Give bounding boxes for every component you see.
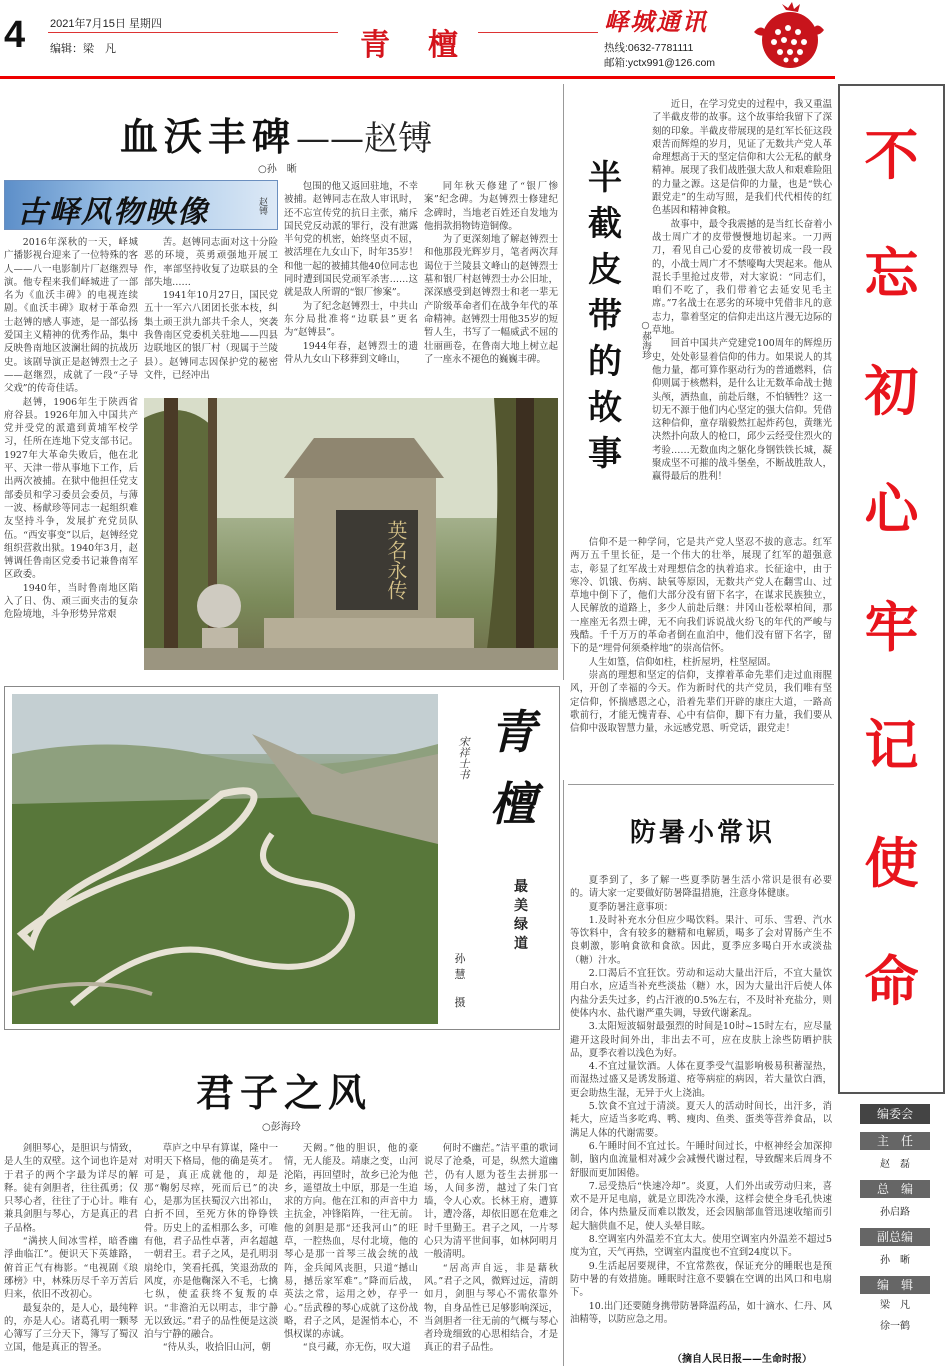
role-name: 梁 凡 — [880, 1300, 910, 1311]
editor-credit: 编辑：梁 凡 — [50, 43, 116, 55]
greenway-title-char: 檀 — [490, 777, 536, 831]
page-number: 4 — [4, 14, 26, 56]
article1-col3: 包围的他又返回驻地，不幸被捕。赵镈同志在敌人审讯时，还不忘宣传党的抗日主张，痛斥国民党反动派的罪行，没有泄露半句党的机密，始终坚贞不屈，被活埋在九女山下，时年35岁！和他一起的被捕其他40位同志也同时遭到国民党顽军杀害……这就是敌人所谓的“银厂惨案”。 为了纪念赵镈烈士，中共山东分局批准将“边联县”更名为“赵镈县”。 1944年春，赵镈烈士的遗骨从九女山下移葬到文峰山， — [284, 181, 418, 365]
committee-title: 编委会 — [860, 1104, 930, 1124]
section-name: 青 檀 — [360, 29, 462, 62]
article2-upper: 近日，在学习党史的过程中，我又重温了半截皮带的故事。这个故事给我留下了深刻的印象。半截皮带展现的是红军长征这段艰苦而辉煌的岁月，见证了无数共产党人革命理想高于天的坚定信仰和大公无私的献身精神。展现了我们战胜强大敌人和艰难险阻的力量之源。这是信仰的力量，也是“铁心跟党走”的生动写照，是我们代代相传的红色基因和精神食粮。 故事中，最令我震撼的是当红长奋着小战士周广才的皮带慢慢地切起来。一刀两刀，看见自己心爱的皮带被切成一段一段的，小战士周广才不禁嚎啕大哭起来。他从混长手里抢过皮带，对大家说：“同志们，咱们不吃了，我们带着它去延安见毛主席。”7名战士在恶劣的环境中凭借非凡的意志力，靠着坚定的信仰走出这片漫无边际的草地。 回首中国共产党建党100周年的辉煌历史，处处彰显着信仰的伟力。如果说人的其他力量，都可算作驱动行为的普通燃料，信仰则属于核燃料，是什么让无数革命战士抛头颅，洒热血，前赴后继，不怕牺牲？这一切无不源于他们内心坚定的强大信仰。凭借这种信仰，童存瑞毅然扛起炸药包，黄继光决然扑向敌人的枪口，邱少云经受住烈火的考验……无数血肉之躯化身钢铁铁长城，凝聚成坚不可摧的战斗堡垒，不断战胜敌人，赢得最后的胜利！ — [652, 99, 832, 483]
article3-title: 防暑小常识 — [630, 817, 776, 847]
article2-title-char: 的 — [588, 343, 622, 381]
photographer-credit: 孙 慧 摄 — [454, 952, 466, 1009]
slogan-char: 记 — [864, 716, 919, 776]
role-title: 副总编 — [860, 1228, 930, 1246]
article4-col4: 何时不幽茫。”洁平重的歌词说尽了沧桑，可是，纵然大道幽芒，仍有人愿为苍生去拼那一场，人间多涝，越过了朱门官墙，令人心欢。长林王府，遭算计，遭冷落，却依旧愿在危难之时千里勤王。君子之风，一片琴心只为清平世间事，如林阿明月一般清明。 “居高声自远，非是藉秋风。”君子之风，微辉过远，清朗如月，剑胆与琴心不需依靠外物，自身品性已足够影响深远，当剑胆者一往无前的气概与琴心者玲珑细致的心思相结合，才是真正的君子品性。 — [424, 1143, 558, 1354]
article1-title-main: 血沃丰碑 — [120, 117, 297, 159]
role-name: 孙启路 — [880, 1207, 910, 1218]
slogan-char: 不 — [864, 126, 919, 186]
role-title: 总 编 — [860, 1180, 930, 1198]
column-banner-sub: 赵镈 — [257, 197, 267, 215]
article3-body: 夏季到了，多了解一些夏季防暑生活小常识是很有必要的。请大家一定要做好防暑降温措施，注意身体健康。 夏季防暑注意事项： 1.及时补充水分但应少喝饮料。果汁、可乐、雪碧、汽水等饮料中，含有较多的糖精和电解质，喝多了会对胃肠产生不良刺激，影响食欲和食欲。因此，夏季应多喝白开水或淡盐（糖）汁水。 2.口渴后不宜狂饮。劳动和运动大量出汗后，不宜大量饮用白水，应适当补充些淡盐（糖）水，因为大量出汗后使人体内盐分丢失过多，约占汗液的0.5%左右，不及时补充盐分，则使体内水、盐代谢严重失调，导致代谢紊乱。 3.太阳短波辐射最强烈的时间是10时~15时左右，应尽量避开这段时间外出，非出去不可，应在皮肤上涂些防晒护肤品，夏季衣着以浅色为好。 4.不宜过量饮酒。人体在夏季受气温影响极易积蓄湿热，而湿热过盛又是诱发肠道、疮等病症的病因，若大量饮白酒，更会助热生湿，无异于火上浇油。 5.饮食不宜过于清淡。夏天人的活动时间长，出汗多，消耗大，应适当多吃鸡、鸭、瘦肉、鱼类、蛋类等营养食品，以满足人体的代谢需要。 6.午睡时间不宜过长。午睡时间过长，中枢神经会加深抑制，脑内血流量相对减少会减慢代谢过程，导致醒来后周身不舒服而更加困倦。 7.忌受热后“快速冷却”。炎夏，人们外出或劳动归来，喜欢不是开足电扇，就是立即洗冷水澡，这样会使全身毛孔快速闭合，体内热量反而难以散发，还会因脑部血管迅速收缩而引起大脑供血不足，使人头晕目眩。 8.空调室内外温差不宜太大。使用空调室内外温差不超过5度为宜，天气再热，空调室内温度也不宜到24度以下。 9.生活起居要规律，不宜常熬夜，保证充分的睡眠也是预防中暑的有效措施。睡眠时注意不要躺在空调的出风口和电扇下。 10.出门还要随身携带防暑降温药品，如十滴水、仁丹、风油精等，以防应急之用。 — [570, 875, 832, 1325]
article2-lower: 信仰不是一种学问，它是共产党人坚忍不拔的意志。红军两万五千里长征，是一个伟大的壮举，展现了红军的超强意志，彰显了红军战士对理想信念的执着追求。长征途中，由于寒冷、饥饿、伤病、缺氧等原因，无数共产党人在翻雪山、过草地中倒下了，他们大部分没有留下名字，在谋求民族独立，人民解放的道路上，多少人前赴后继：井冈山苍松翠柏间，那一座座无名烈士碑，无不向我们诉说战火纷飞的年代的严峻与残酷。千千万万的革命者倒在血泊中，他们没有留下名字，留下的是“埋骨何须桑梓地”的崇高信怀。 人生如篁，信仰如柱，柱折屋坍，柱坚屋固。 崇高的理想和坚定的信仰，支撑着革命先辈们走过血雨腥风，开创了幸福的今天。作为新时代的共产党员，我们唯有坚定信仰，怀揣感恩之心，沿着先辈们开辟的康庄大道，一路高歌前行，才能无愧青春、心中有信仰，脚下有力量，我们要从信仰中汲取智慧力量，永远感党恩、听党话，跟党走！ — [570, 537, 832, 735]
article1-col1: 2016年深秋的一天，峄城广播影视台迎来了一位特殊的客人——八一电影制片厂赵继烈导演。他专程来我们峄城进了一部名为《血沃丰碑》的电视连续剧。《血沃丰碑》取材于革命烈士赵镈的感人事迹，是一部弘扬爱国主义精神的优秀作品，集中反映鲁南地区波澜壮阔的抗战历史。该剧导演正是赵镈烈士之子——赵继烈，成就了一段“子导父戏”的传奇佳话。 赵镈，1906年生于陕西省府谷县。1926年加入中国共产党并受党的派遣到黄埔军校学习，任所在连地下党支部书记。1927年大革命失败后，他在北平、天津一带从事地下工作，后出两次被捕。在狱中他担任党支部委员和学习委员会委员，与薄一波、杨献珍等同志一起组织难友坚持斗争，发展扩充党员队伍。“西安事变”以后，赵镈经党组织营救出狱。1940年3月，赵镈调任鲁南区党委书记兼鲁南军区政委。 1940年，当时鲁南地区陷入了日、伪、顽三面夹击的复杂危险境地，斗争形势异常艰 — [4, 237, 138, 621]
slogan-char: 牢 — [864, 598, 919, 658]
pomegranate-logo-icon — [748, 2, 830, 72]
article4-col1: 剑胆琴心，是胆识与情致，是人生的双壁。这个词也许是对于君子的两个字最为详尽的解释。徒有剑胆者，往往孤勇；仅只琴心者，往往了于心计。唯有兼具剑胆与琴心，方是真正的君子品格。 “满挟人间冰雪样，暗香幽浮曲临江”。便识天下英雄路，俯首正气有梅影。“电视剧《琅琊榜》中，林殊历尽千辛万苦后归来，依旧不改初心。 最复杂的，是人心，最纯粹的，亦是人心。诸葛孔明一颗琴心簿写了三分天下，簿写了蜀汉立国，他是真正的智圣。 — [4, 1143, 138, 1354]
greenway-title — [488, 696, 538, 840]
role-name: 赵 磊 — [880, 1159, 910, 1170]
tomb-photo — [144, 398, 558, 670]
role-name: 孙 晰 — [880, 1255, 910, 1266]
article2-title — [580, 150, 630, 472]
article2-title-char: 半 — [588, 159, 622, 197]
article3-source: （摘自人民日报——生命时报） — [672, 1354, 812, 1365]
hotline: 热线:0632-7781111 — [604, 42, 694, 54]
article2-title-char: 带 — [588, 297, 622, 335]
article4-author: ○彭海玲 — [262, 1122, 301, 1133]
editorial-committee — [860, 1104, 930, 1338]
greenway-photo — [12, 694, 438, 1024]
calligrapher-credit: 宋祥士书 — [457, 736, 470, 780]
masthead: 峄城通讯 — [604, 7, 708, 36]
role-name: 徐一鹤 — [880, 1321, 910, 1332]
article4-title: 君子之风 — [196, 1070, 373, 1115]
article2-title-char: 皮 — [588, 251, 622, 289]
slogan-box — [838, 84, 945, 1094]
article4-col2: 草庐之中早有算谋，隆中一对明天下格局，他的确是英才。可是，真正成就他的，却是那“鞠躬尽瘁，死而后已”的决心，是那为匡扶蜀汉六出祁山，白折不回，至死方休的铮铮铁骨。历史上的孟相那么多，可唯有他，君子品性卓著，声名超越一朝君王。君子之风，是孔明羽扇纶巾，笑看托孤，笑退劲敌的风度，亦是他鞠深入不毛，七擒七纵，使孟获终不复叛的卓识。“非澹泊无以明志，非宁静无以致远。”君子的品性便是这淡泊与宁静的融合。 “待从头，收拾旧山河，朝 — [144, 1143, 278, 1354]
role-title: 主 任 — [860, 1132, 930, 1150]
article1-title-suffix: ——赵镈 — [296, 119, 433, 159]
slogan-char: 命 — [864, 952, 919, 1012]
role-title: 编 辑 — [860, 1276, 930, 1294]
article2-author: ○郝海珍 — [640, 320, 651, 360]
slogan-char: 使 — [864, 834, 919, 894]
issue-date: 2021年7月15日 星期四 — [50, 18, 162, 30]
article1-col2: 苦。赵镈同志面对这十分险恶的环境，英勇顽强地开展工作，率部坚持收复了边联县的全部失地…… 1941年10月27日，国民党五十一军六八团团长张本枝，纠集土顽王洪九部共千余人，突袭我鲁南区党委机关驻地——四县边联地区的银厂村（现属于兰陵县）。赵镈同志因保护党的秘密文件，已经冲出 — [144, 237, 278, 381]
slogan-char: 初 — [864, 362, 919, 422]
article1-col4: 同年秋天修建了“银厂惨案”纪念碑。为赵镈烈士修建纪念碑时，当地老百姓还自发地为他捐款捐物铸造铜像。 为了更深刻地了解赵镈烈士和他那段光辉岁月，笔者两次拜谒位于兰陵县文峰山的赵镈烈士墓和银厂村赵镈烈士办公旧址，深深感受到赵镈烈士和老一辈无产阶级革命者们在战争年代的革命精神。赵镈烈士用他35岁的短暂人生，书写了一幅威武不屈的壮丽画卷，在鲁南大地上树立起了一座永不褪色的巍巍丰碑。 — [424, 181, 558, 365]
tomb-plaque-text: 英名永传 — [384, 520, 408, 600]
column-banner — [4, 180, 278, 230]
greenway-title-char: 青 — [490, 705, 536, 759]
article2-title-char: 事 — [588, 435, 622, 473]
contact-email: 邮箱:yctx991@126.com — [604, 57, 716, 69]
greenway-subtitle: 最 美 绿 道 — [514, 879, 528, 952]
article4-col3: 天阙。”他的胆识，他的豪情，无人能及。靖康之变，山河沦陷，再回望时，故乡已沦为他乡，遥望故土中原，那是一生追求的方向。他在江和的声音中力主抗金，冲锋陷阵，一往无前。他的剑胆是那“还我河山”的旺草，一腔热血，尽付北境，他的琴心是那一首琴三战会统的战阵，金兵闻风丧胆，只道“撼山易，撼岳家军难”。”降而后战，英法之常，运用之妙，存乎一心。”岳武穆的琴心成就了这份战略，君子之风，是渥悄本心，不惧权谋的赤诚。 “良弓藏，亦无伤，叹大道 — [284, 1143, 418, 1354]
column-banner-title: 古峄风物映像 — [17, 195, 209, 230]
article2-title-char: 截 — [588, 205, 622, 243]
article1-title — [120, 106, 432, 161]
header-rule — [0, 76, 835, 79]
article1-author: ○孙 晰 — [258, 164, 297, 175]
article2-title-char: 故 — [588, 389, 622, 427]
slogan-char: 忘 — [864, 244, 919, 304]
slogan-char: 心 — [864, 480, 919, 540]
